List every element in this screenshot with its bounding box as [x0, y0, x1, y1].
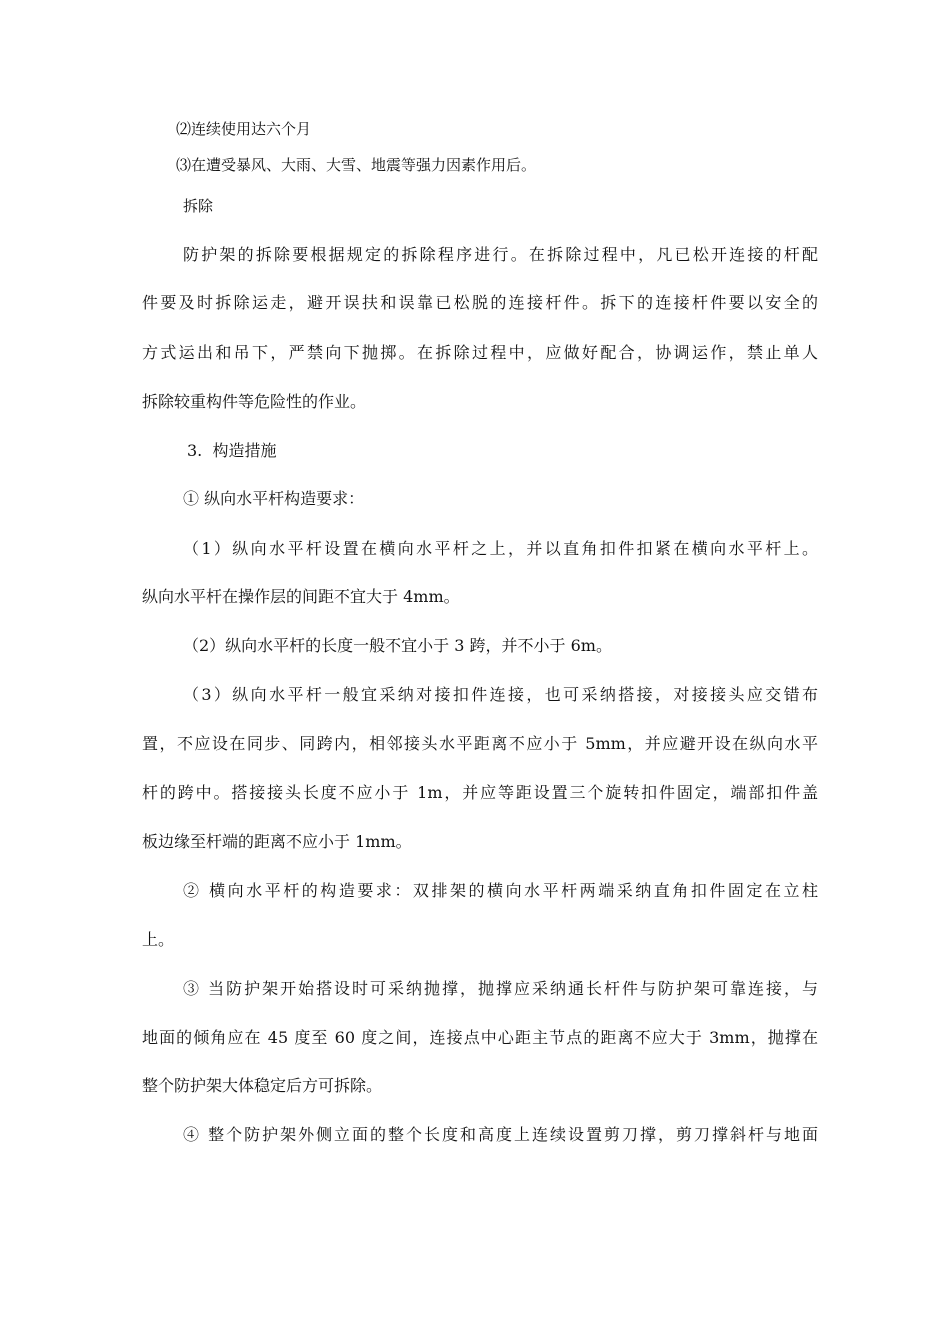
list-item: ⑶在遭受暴风、大雨、大雪、地震等强力因素作用后。 [176, 156, 537, 174]
paragraph-line: 地面的倾角应在 45 度至 60 度之间，连接点中心距主节点的距离不应大于 3mm，抛撑在 [142, 1028, 818, 1047]
section-heading: 拆除 [183, 197, 214, 215]
paragraph-line: 置，不应设在同步、同跨内，相邻接头水平距离不应小于 5mm，并应避开设在纵向水平 [142, 734, 818, 753]
paragraph-line: 防护架的拆除要根据规定的拆除程序进行。在拆除过程中，凡已松开连接的杆配 [183, 245, 818, 264]
paragraph-line: 上。 [142, 930, 175, 949]
paragraph-line: （3）纵向水平杆一般宜采纳对接扣件连接，也可采纳搭接，对接接头应交错布 [183, 685, 818, 704]
paragraph-line: 整个防护架大体稳定后方可拆除。 [142, 1076, 383, 1095]
paragraph-line: ③ 当防护架开始搭设时可采纳抛撑，抛撑应采纳通长杆件与防护架可靠连接，与 [183, 979, 818, 998]
paragraph-line: 杆的跨中。搭接接头长度不应小于 1m，并应等距设置三个旋转扣件固定，端部扣件盖 [142, 783, 818, 802]
subsection-heading: ① 纵向水平杆构造要求： [183, 489, 365, 508]
list-item: ⑵连续使用达六个月 [176, 120, 312, 138]
paragraph-line: ② 横向水平杆的构造要求：双排架的横向水平杆两端采纳直角扣件固定在立柱 [183, 881, 818, 900]
paragraph-line: 件要及时拆除运走，避开误扶和误靠已松脱的连接杆件。拆下的连接杆件要以安全的 [142, 293, 818, 312]
paragraph-line: ④ 整个防护架外侧立面的整个长度和高度上连续设置剪刀撑，剪刀撑斜杆与地面 [183, 1125, 818, 1144]
section-heading: 3. 构造措施 [187, 441, 277, 460]
paragraph-line: （2）纵向水平杆的长度一般不宜小于 3 跨，并不小于 6m。 [183, 636, 612, 655]
paragraph-line: 板边缘至杆端的距离不应小于 1mm。 [142, 832, 412, 851]
paragraph-line: （1）纵向水平杆设置在横向水平杆之上，并以直角扣件扣紧在横向水平杆上。 [183, 539, 818, 558]
paragraph-line: 方式运出和吊下，严禁向下抛掷。在拆除过程中，应做好配合，协调运作，禁止单人 [142, 343, 818, 362]
paragraph-line: 纵向水平杆在操作层的间距不宜大于 4mm。 [142, 587, 460, 606]
paragraph-line: 拆除较重构件等危险性的作业。 [142, 392, 367, 411]
